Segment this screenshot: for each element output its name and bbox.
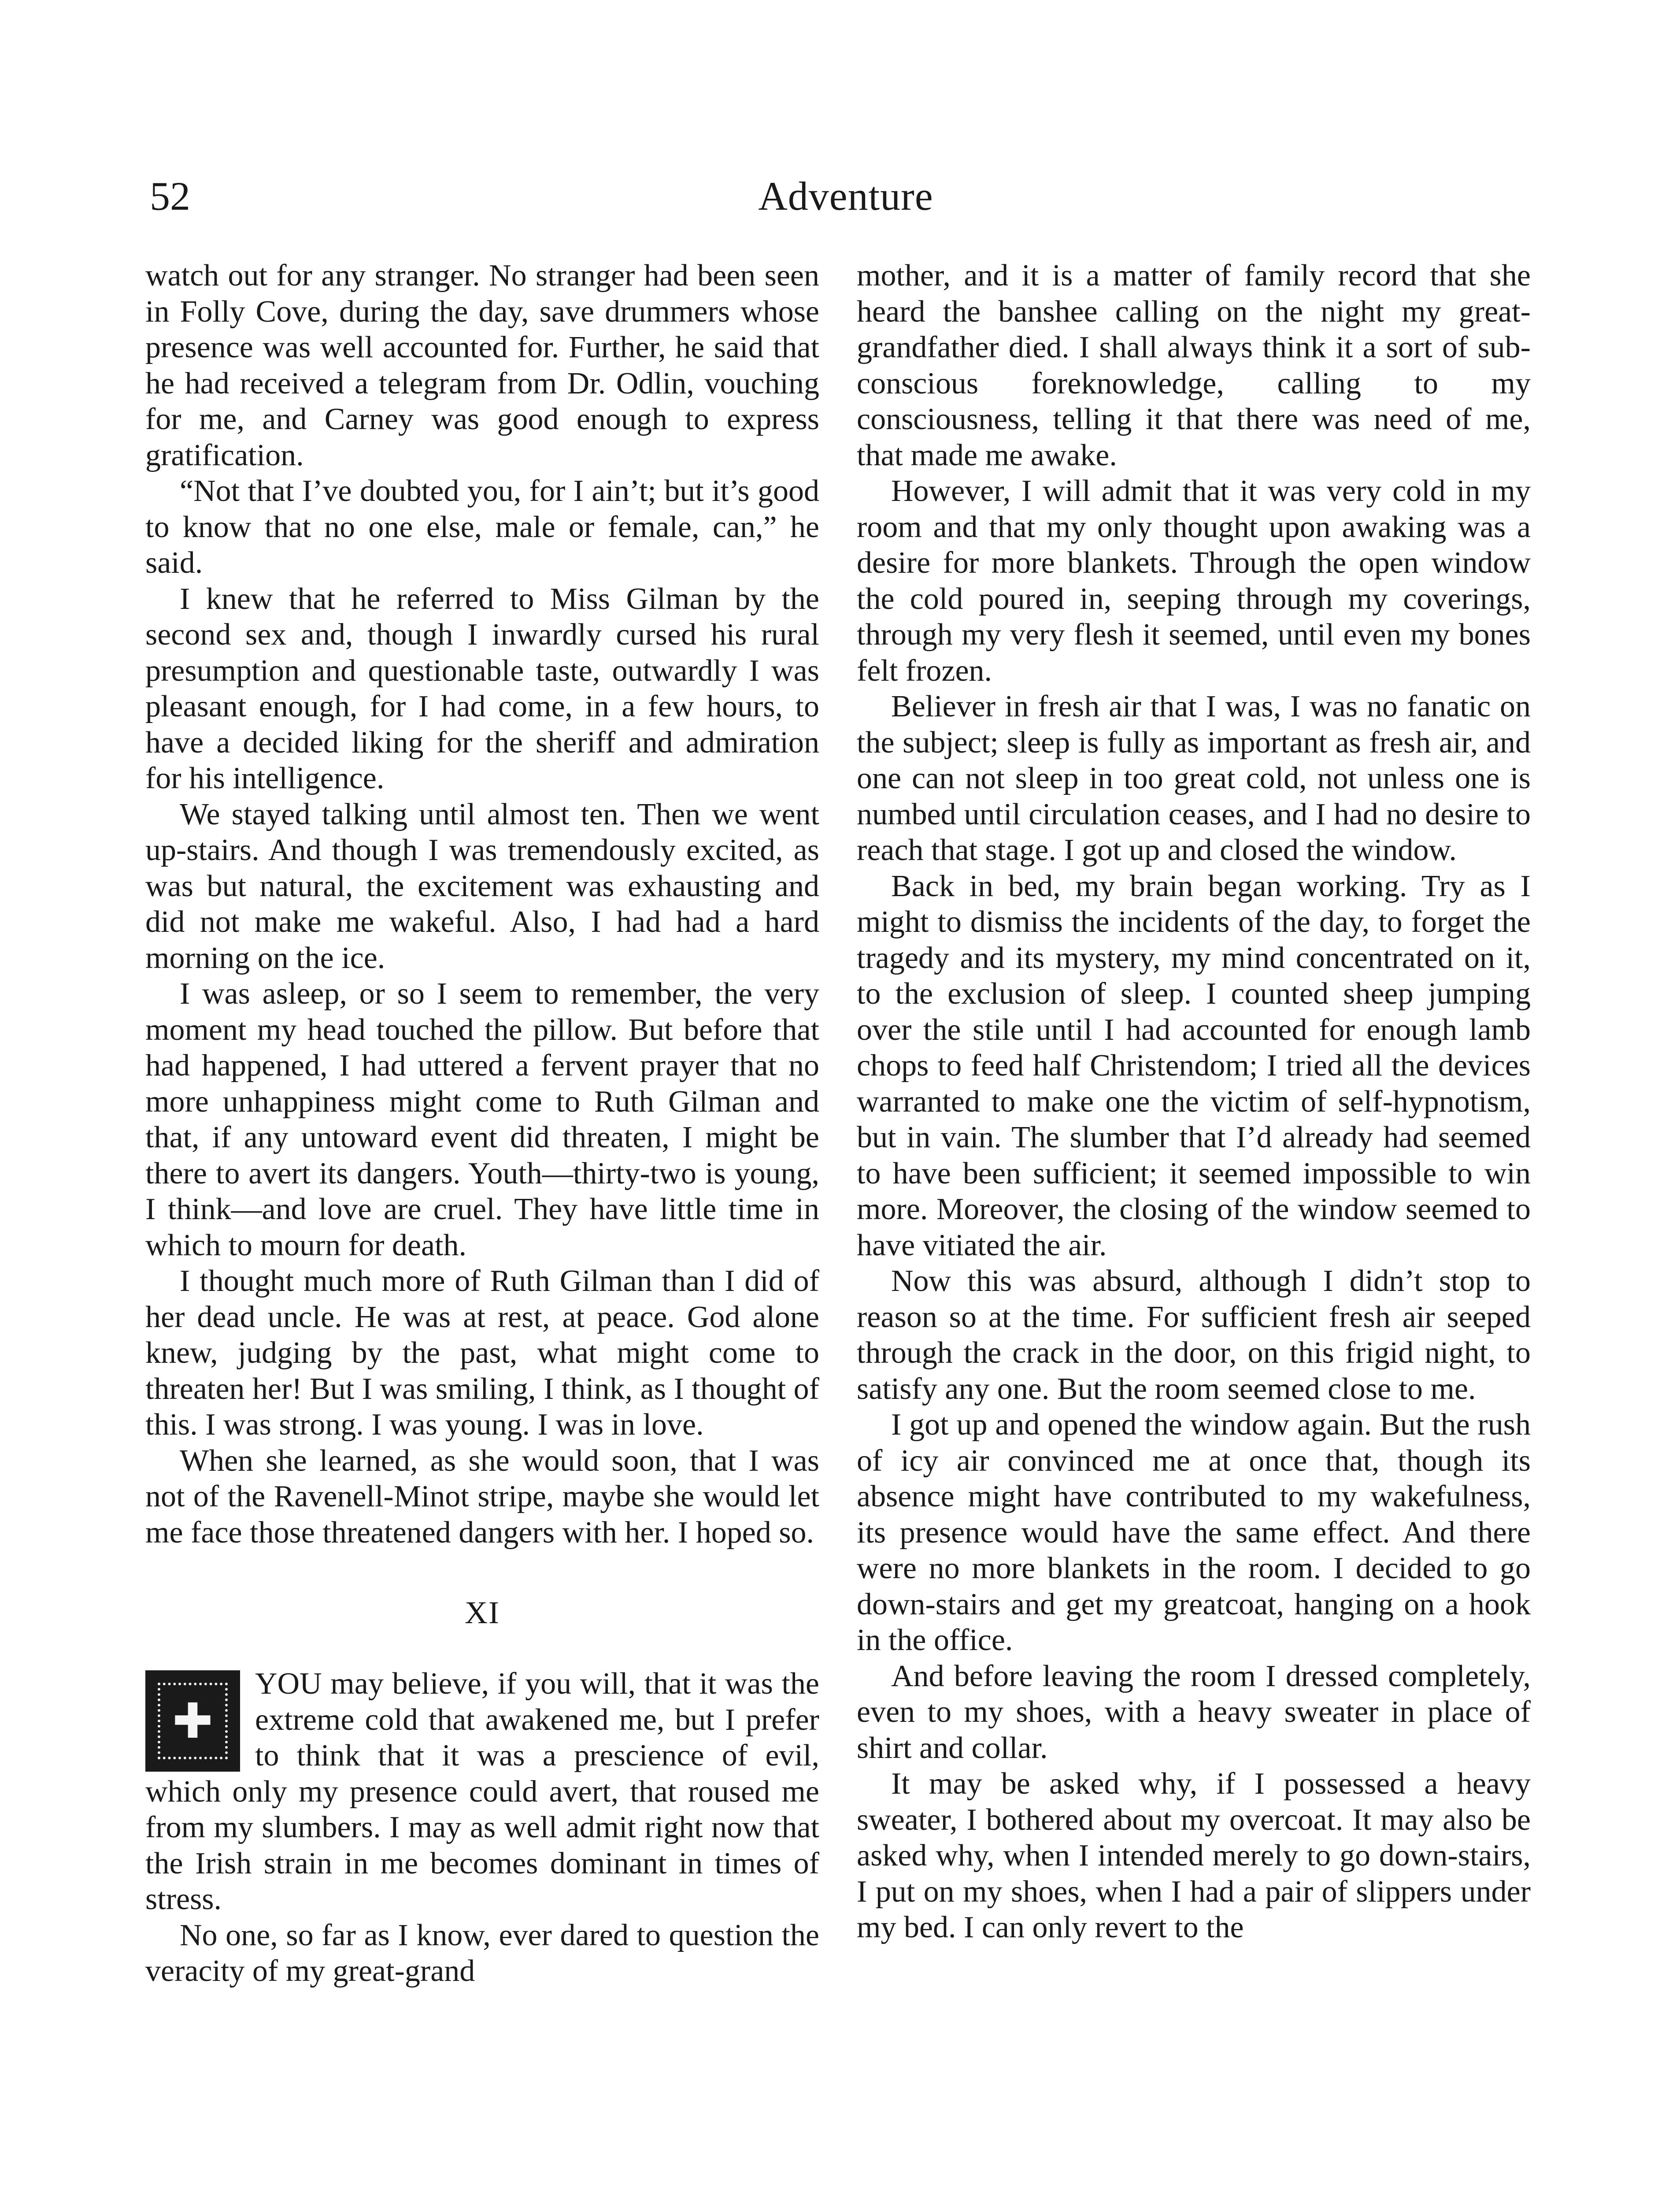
paragraph: Now this was absurd, although I didn’t stop to reason so at the time. For sufficient fresh air seeped through the crack in the door, on this frigid night, to satisfy any one. But the room seemed close to me. [857, 1264, 1531, 1406]
page-number: 52 [150, 174, 190, 219]
paragraph: No one, so far as I know, ever dared to question the veracity of my great-grand [145, 1918, 819, 1988]
page-header [150, 167, 1542, 225]
cross-ornament-icon: ✚ [172, 1693, 213, 1749]
right-column [857, 258, 1531, 1946]
paragraph: “Not that I’ve doubted you, for I ain’t; but it’s good to know that no one else, male or female, can,” he said. [145, 474, 819, 580]
paragraph: Believer in fresh air that I was, I was no fanatic on the subject; sleep is fully as important as fresh air, and one can not sleep in too great cold, not unless one is numbed until circulation ceases, and I had no desire to reach that stage. I got up and closed the window. [857, 690, 1531, 867]
ornamental-drop-cap-icon [145, 1670, 240, 1772]
paragraph: We stayed talking until almost ten. Then we went up-stairs. And though I was tremendously excited, as was but natural, the excitement was exhausting and did not make me wakeful. Also, I had had a hard morning on the ice. [145, 797, 819, 975]
chapter-heading: XI [465, 1595, 500, 1630]
paragraph: I thought much more of Ruth Gilman than I did of her dead uncle. He was at rest, at peace. God alone knew, judging by the past, what might come to threaten her! But I was smiling, I think, as I thought of this. I was strong. I was young. I was in love. [145, 1264, 819, 1442]
paragraph: I got up and opened the window again. But the rush of icy air convinced me at once that, though its absence might have contributed to my wakefulness, its presence would have the same effect. And there were no more blankets in the room. I decided to go down-stairs and get my greatcoat, hanging on a hook in the office. [857, 1408, 1531, 1657]
paragraph: However, I will admit that it was very cold in my room and that my only thought upon awaking was a desire for more blankets. Through the open window the cold poured in, seeping through my coverings, through my very flesh it seemed, until even my bones felt frozen. [857, 474, 1531, 688]
paragraph: watch out for any stranger. No stranger had been seen in Folly Cove, during the day, save drummers whose presence was well accounted for. Further, he said that he had received a telegram from Dr. Odlin, vouching for me, and Carney was good enough to express gratification. [145, 259, 819, 472]
left-column [145, 258, 819, 1989]
drop-cap-paragraph [145, 1666, 819, 1917]
paragraph: When she learned, as she would soon, that I was not of the Ravenell-Minot stripe, maybe she would let me face those threatened dangers with her. I hoped so. [145, 1443, 819, 1550]
paragraph: And before leaving the room I dressed completely, even to my shoes, with a heavy sweater in place of shirt and collar. [857, 1659, 1531, 1765]
running-title: Adventure [758, 174, 933, 219]
paragraph-text: YOU may believe, if you will, that it was the extreme cold that awakened me, but I prefer to think that it was a prescience of evil, which only my presence could avert, that roused me from my slumbers. I may as well admit right now that the Irish strain in me becomes dominant in times of stress. [145, 1667, 819, 1916]
paragraph: mother, and it is a matter of family record that she heard the banshee calling on the night my great-grandfather died. I shall always think it a sort of sub-conscious foreknowledge, calling to my consciousness, telling it that there was need of me, that made me awake. [857, 259, 1531, 472]
paragraph: I knew that he referred to Miss Gilman by the second sex and, though I inwardly cursed his rural presumption and questionable taste, outwardly I was pleasant enough, for I had come, in a few hours, to have a decided liking for the sheriff and admiration for his intelligence. [145, 582, 819, 795]
paragraph: It may be asked why, if I possessed a heavy sweater, I bothered about my overcoat. It may also be asked why, when I intended merely to go down-stairs, I put on my shoes, when I had a pair of slippers under my bed. I can only revert to the [857, 1767, 1531, 1944]
paragraph: I was asleep, or so I seem to remember, the very moment my head touched the pillow. But before that had happened, I had uttered a fervent prayer that no more unhappiness might come to Ruth Gilman and that, if any untoward event did threaten, I might be there to avert its dangers. Youth—thirty-two is young, I think—and love are cruel. They have little time in which to mourn for death. [145, 977, 819, 1262]
paragraph: Back in bed, my brain began working. Try as I might to dismiss the incidents of the day, to forget the tragedy and its mystery, my mind concentrated on it, to the exclusion of sleep. I counted sheep jumping over the stile until I had accounted for enough lamb chops to feed half Christendom; I tried all the devices warranted to make one the victim of self-hypnotism, but in vain. The slumber that I’d already had seemed to have been sufficient; it seemed impossible to win more. Moreover, the closing of the window seemed to have vitiated the air. [857, 869, 1531, 1262]
